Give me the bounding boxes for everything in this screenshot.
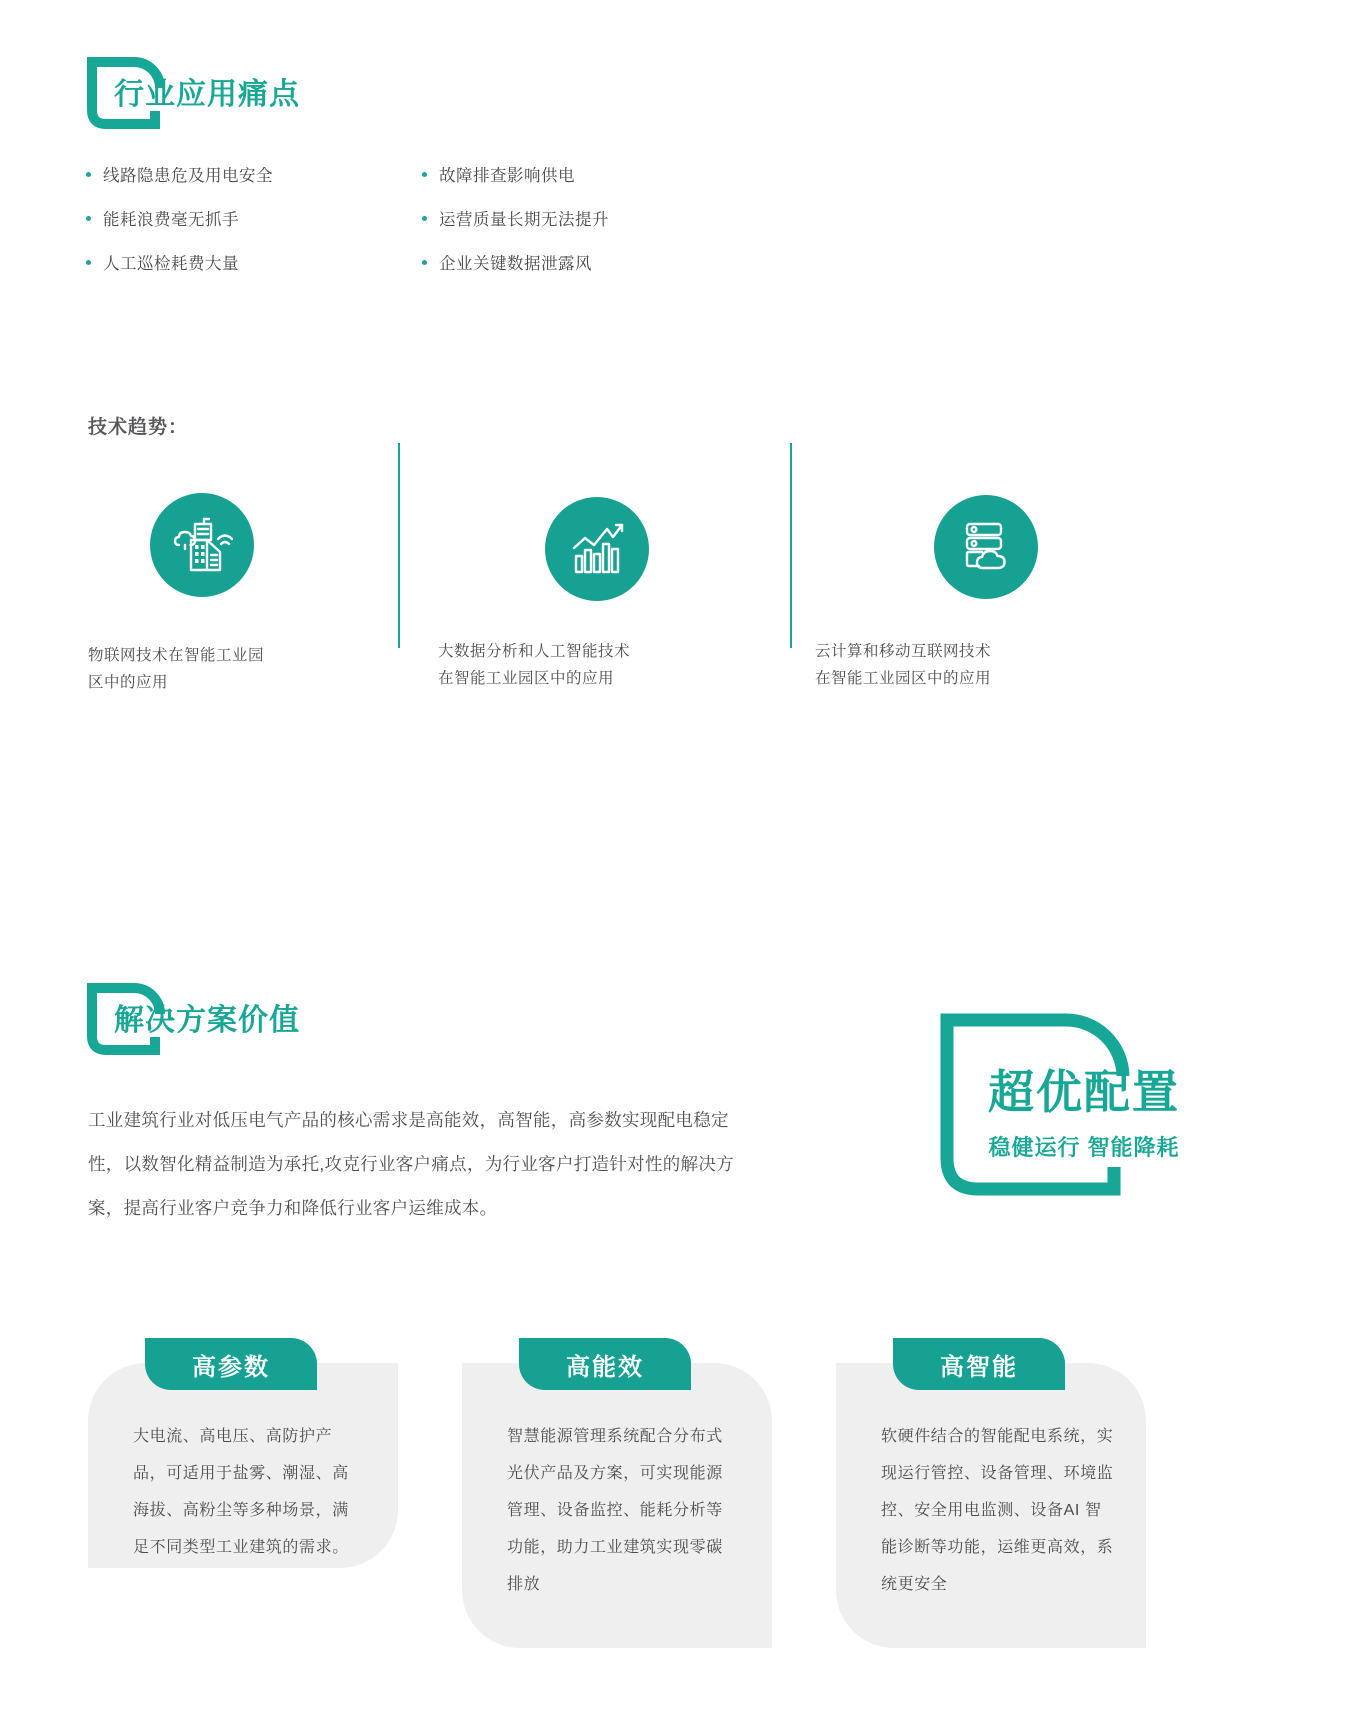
pain-points-col2	[422, 163, 609, 295]
value-card-3-tag	[893, 1338, 1065, 1390]
list-item	[422, 163, 609, 185]
trend-caption-line: 在智能工业园区中的应用	[815, 670, 992, 687]
super-config-block	[958, 1056, 1210, 1162]
trend-caption-line: 大数据分析和人工智能技术	[438, 643, 631, 660]
bullet-dot-icon	[86, 260, 91, 265]
value-card-1-tag	[145, 1338, 317, 1390]
trend-circle-2	[545, 497, 649, 601]
list-item-label: 企业关键数据泄露风	[439, 255, 592, 273]
trend-caption-2	[438, 638, 698, 692]
super-config-title: 超优配置	[988, 1066, 1180, 1118]
bullet-dot-icon	[422, 260, 427, 265]
list-item	[86, 251, 273, 273]
trend-circle-1	[150, 493, 254, 597]
list-item-label: 运营质量长期无法提升	[439, 211, 609, 229]
list-item-label: 故障排查影响供电	[439, 167, 575, 185]
list-item	[86, 163, 273, 185]
list-item-label: 人工巡检耗费大量	[103, 255, 239, 273]
bar-chart-trend-icon	[566, 518, 628, 580]
cloud-server-icon	[955, 516, 1017, 578]
list-item-label: 线路隐患危及用电安全	[103, 167, 273, 185]
super-config-subtitle: 稳健运行 智能降耗	[988, 1135, 1180, 1160]
value-card-2-body: 智慧能源管理系统配合分布式光伏产品及方案，可实现能源管理、设备监控、能耗分析等功能，助力工业建筑实现零碳排放	[507, 1428, 723, 1593]
value-card-1-body: 大电流、高电压、高防护产品，可适用于盐雾、潮湿、高海拔、高粉尘等多种场景，满足不同类型工业建筑的需求。	[133, 1428, 349, 1556]
trend-caption-line: 物联网技术在智能工业园	[88, 647, 265, 664]
solution-title: 解决方案价值	[114, 1004, 300, 1037]
bullet-dot-icon	[86, 216, 91, 221]
bullet-dot-icon	[422, 172, 427, 177]
trend-caption-3	[815, 638, 1075, 692]
divider	[398, 443, 400, 648]
divider	[790, 443, 792, 648]
bullet-dot-icon	[422, 216, 427, 221]
trend-caption-line: 区中的应用	[88, 674, 169, 691]
card-tag-label: 高能效	[566, 1353, 644, 1381]
value-card-3-body: 软硬件结合的智能配电系统，实现运行管控、设备管理、环境监控、安全用电监测、设备AI 智能诊断等功能，运维更高效，系统更安全	[881, 1428, 1114, 1593]
pain-points-col1	[86, 163, 273, 295]
card-tag-label: 高参数	[192, 1353, 270, 1381]
iot-buildings-icon	[171, 514, 233, 576]
list-item	[422, 251, 609, 273]
tech-trends-label: 技术趋势：	[88, 417, 189, 438]
value-card-2-tag	[519, 1338, 691, 1390]
trend-caption-line: 在智能工业园区中的应用	[438, 670, 615, 687]
list-item-label: 能耗浪费毫无抓手	[103, 211, 239, 229]
trend-caption-1	[88, 642, 348, 696]
trend-caption-line: 云计算和移动互联网技术	[815, 643, 992, 660]
trend-circle-3	[934, 495, 1038, 599]
card-tag-label: 高智能	[940, 1353, 1018, 1381]
solution-paragraph: 工业建筑行业对低压电气产品的核心需求是高能效，高智能，高参数实现配电稳定性，以数智化精益制造为承托,攻克行业客户痛点，为行业客户打造针对性的解决方案，提高行业客户竞争力和降低行业客户运维成本。	[88, 1110, 734, 1218]
list-item	[422, 207, 609, 229]
bullet-dot-icon	[86, 172, 91, 177]
pain-points-title: 行业应用痛点	[114, 78, 300, 111]
list-item	[86, 207, 273, 229]
